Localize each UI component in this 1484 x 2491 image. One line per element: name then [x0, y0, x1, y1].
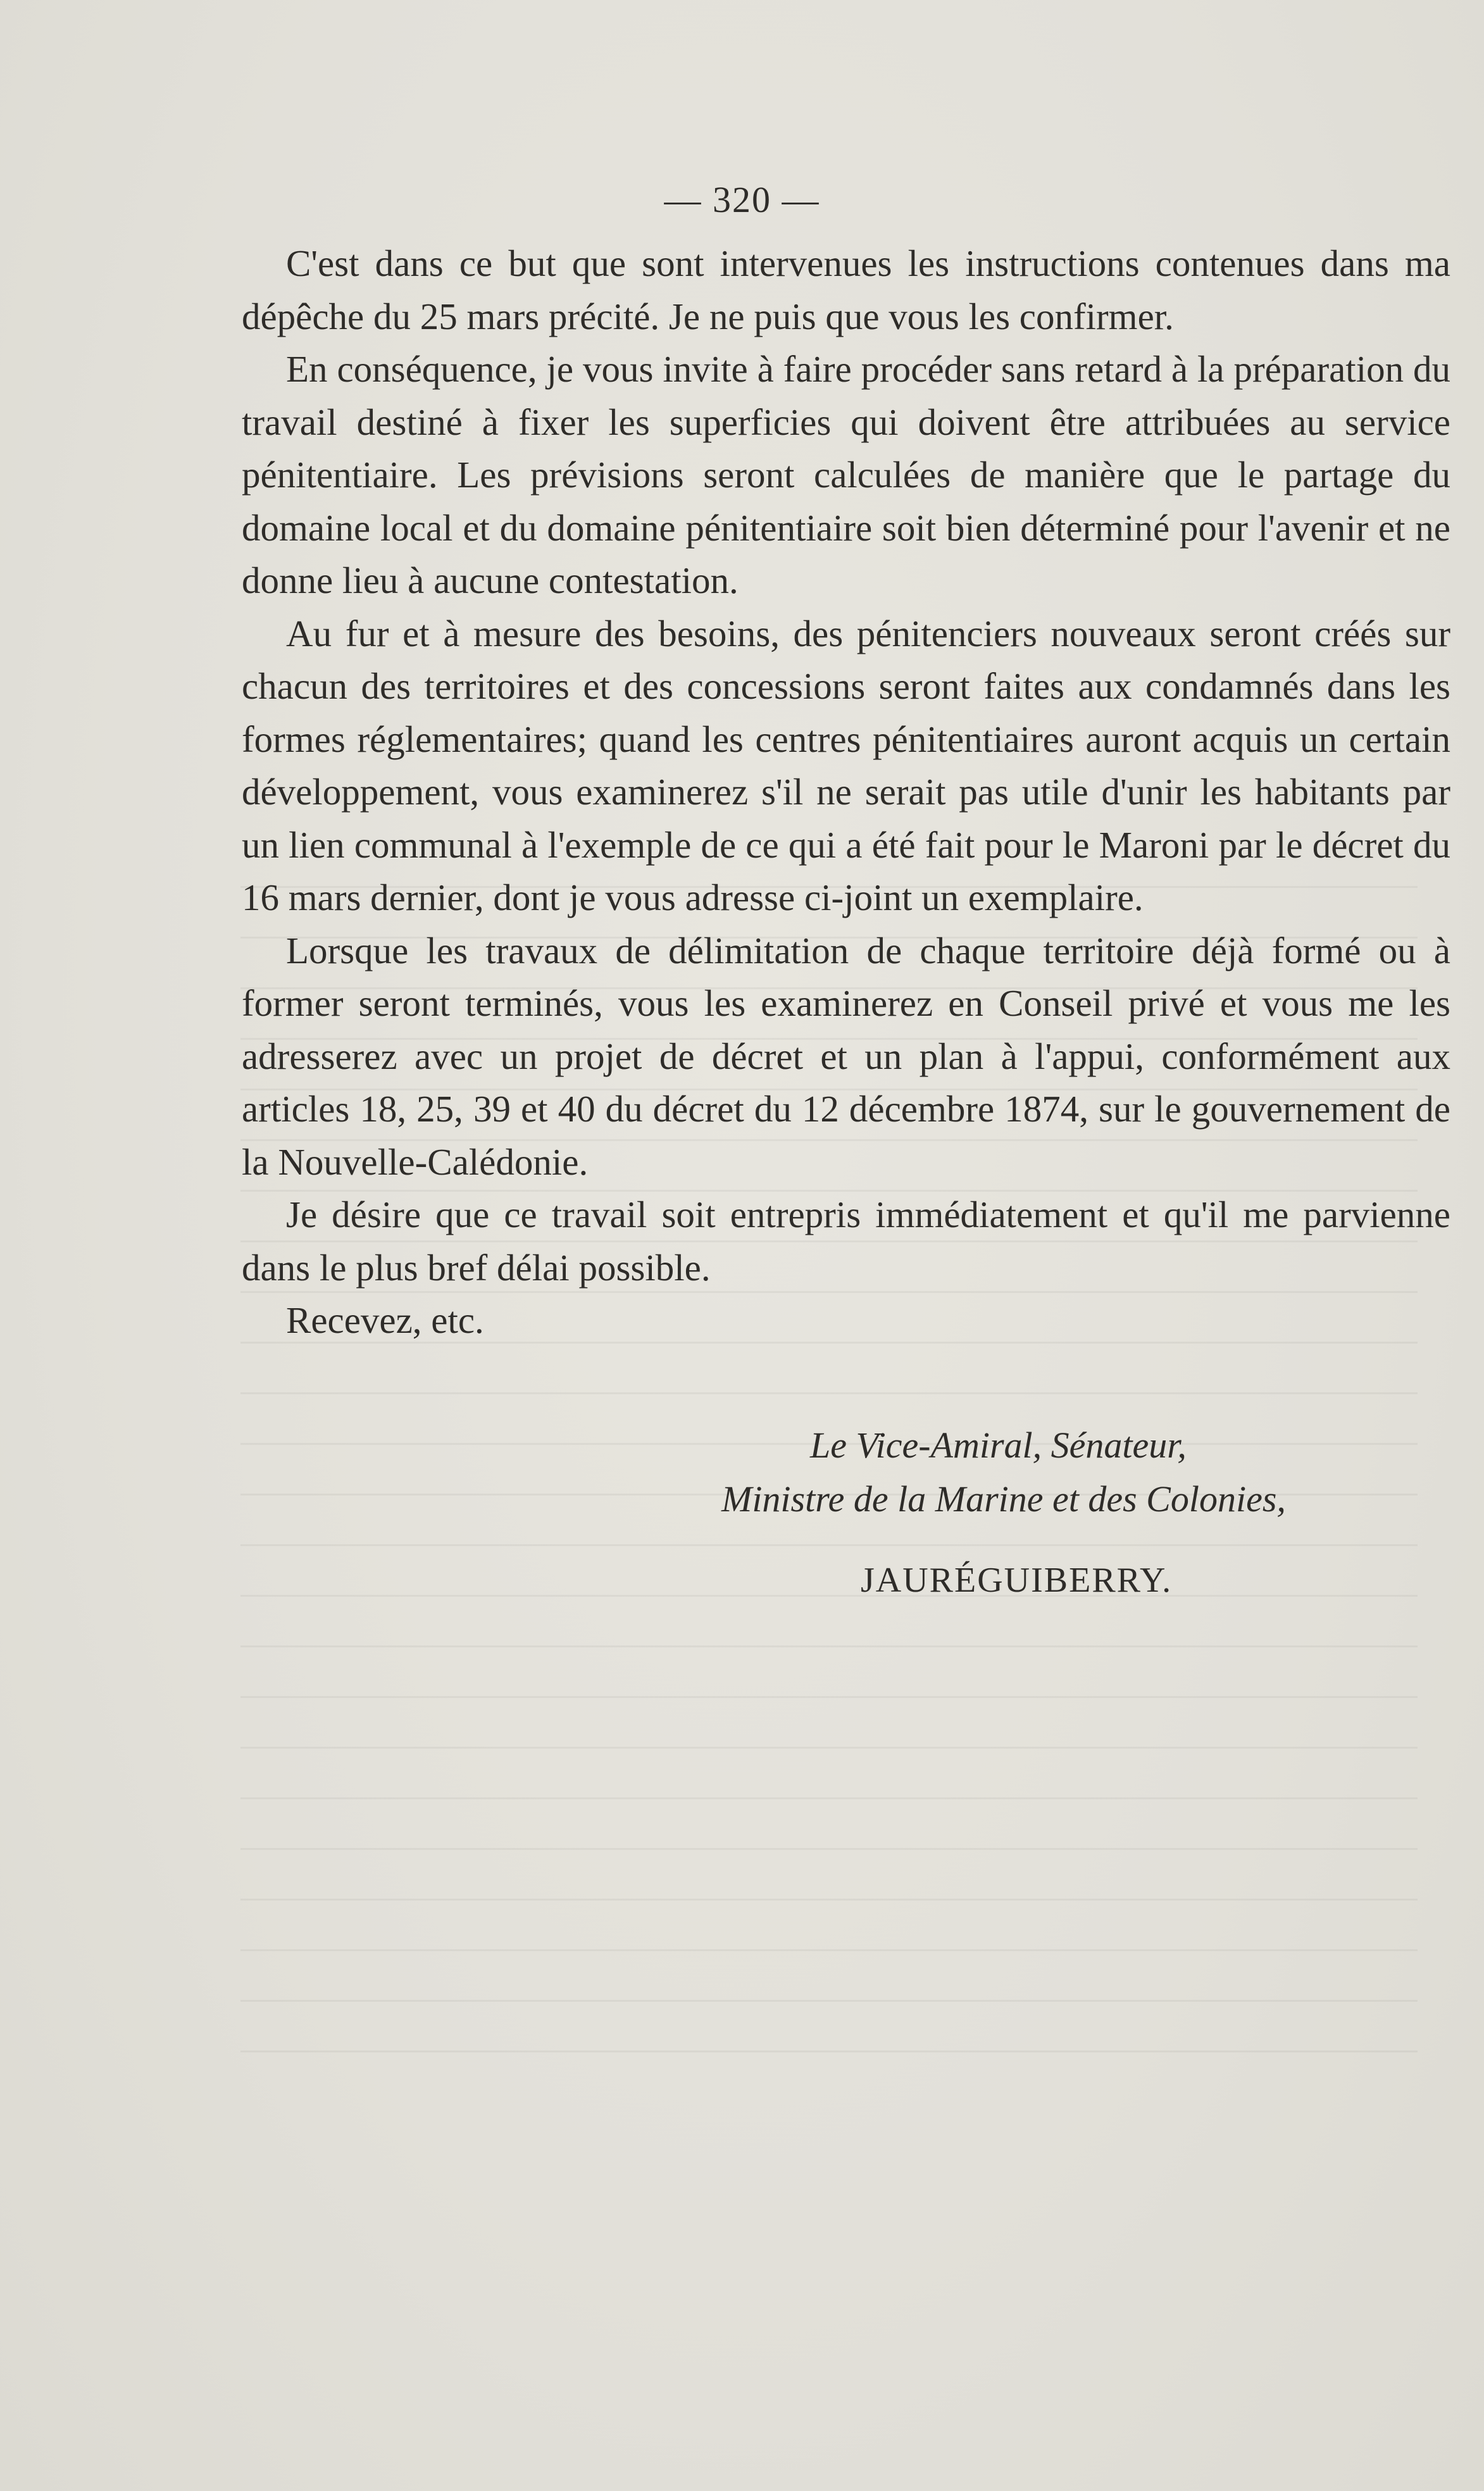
paragraph: C'est dans ce but que sont intervenues les instructions contenues dans ma dépêche du 25 mars précité. Je ne puis que vous les confirmer. [242, 242, 1450, 337]
page-number: — 320 — [664, 179, 820, 220]
body-text [242, 237, 1450, 1347]
closing-line: Recevez, etc. [286, 1299, 484, 1341]
signatory-title: Le Vice-Amiral, Sénateur, [810, 1425, 1187, 1466]
paragraph: Lorsque les travaux de délimitation de chaque territoire déjà formé ou à former seront terminés, vous les examinerez en Conseil privé et vous me les adresserez avec un projet de décret et un plan à l'appui, conformément aux articles 18, 25, 39 et 40 du décret du 12 décembre 1874, sur le gouvernement de la Nouvelle-Calédonie. [242, 929, 1450, 1183]
paragraph: En conséquence, je vous invite à faire procéder sans retard à la préparation du travail destiné à fixer les superficies qui doivent être attribuées au service pénitentiaire. Les prévisions seront calculées de manière que le partage du domaine local et du domaine pénitentiaire soit bien déterminé pour l'avenir et ne donne lieu à aucune contestation. [242, 348, 1450, 601]
signatory-office: Ministre de la Marine et des Colonies, [721, 1478, 1286, 1520]
paragraph: Je désire que ce travail soit entrepris immédiatement et qu'il me parvienne dans le plus bref délai possible. [242, 1194, 1450, 1289]
paragraph: Au fur et à mesure des besoins, des pénitenciers nouveaux seront créés sur chacun des territoires et des concessions seront faites aux condamnés dans les formes réglementaires; quand les centres pénitentiaires auront acquis un certain développement, vous examinerez s'il ne serait pas utile d'unir les habitants par un lien communal à l'exemple de ce qui a été fait pour le Maroni par le décret du 16 mars dernier, dont je vous adresse ci-joint un exemplaire. [242, 612, 1450, 918]
signatory-name: JAURÉGUIBERRY. [861, 1561, 1173, 1600]
